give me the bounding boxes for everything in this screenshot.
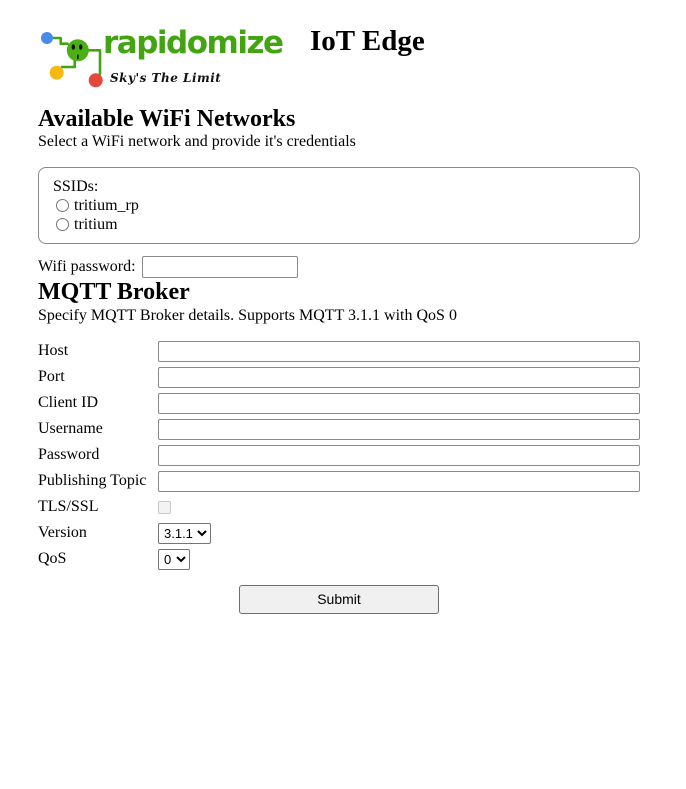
ssid-radio-tritium-rp[interactable]: [56, 199, 69, 212]
password-row: [38, 445, 640, 466]
wifi-password-row: [38, 256, 640, 278]
page-title: IoT Edge: [310, 25, 425, 57]
client-id-row: [38, 393, 640, 414]
port-label: Port: [38, 368, 65, 386]
brand-tagline: Sky's The Limit: [110, 71, 222, 85]
host-row: [38, 341, 640, 362]
tls-checkbox[interactable]: [158, 501, 171, 514]
mqtt-section-heading: MQTT Broker: [38, 279, 190, 306]
username-label: Username: [38, 420, 103, 438]
ssid-radio-tritium[interactable]: [56, 218, 69, 231]
client-id-label: Client ID: [38, 394, 98, 412]
ssid-option-label: tritium_rp: [74, 196, 139, 214]
ssid-option-tritium-rp[interactable]: [53, 196, 625, 215]
username-row: [38, 419, 640, 440]
publishing-topic-row: [38, 471, 640, 492]
port-input[interactable]: [158, 367, 640, 388]
wifi-password-label: Wifi password:: [38, 258, 136, 276]
publishing-topic-input[interactable]: [158, 471, 640, 492]
tls-row: [38, 497, 640, 518]
brand-wordmark: rapidomize: [103, 25, 283, 61]
password-input[interactable]: [158, 445, 640, 466]
tls-label: TLS/SSL: [38, 498, 99, 516]
version-select[interactable]: [158, 523, 211, 544]
qos-row: [38, 549, 640, 570]
qos-select[interactable]: [158, 549, 190, 570]
version-row: [38, 523, 640, 544]
password-label: Password: [38, 446, 100, 464]
ssid-option-tritium[interactable]: [53, 215, 625, 234]
submit-button[interactable]: Submit: [239, 585, 439, 614]
logo-node-yellow: [50, 66, 64, 80]
main-content: [38, 105, 640, 614]
wifi-password-input[interactable]: [142, 256, 298, 278]
publishing-topic-label: Publishing Topic: [38, 472, 147, 490]
client-id-input[interactable]: [158, 393, 640, 414]
mqtt-form: [38, 341, 640, 570]
wifi-instruction: Select a WiFi network and provide it's credentials: [38, 133, 356, 151]
wifi-section-heading: Available WiFi Networks: [38, 106, 296, 132]
logo-node-red: [89, 73, 103, 87]
port-row: [38, 367, 640, 388]
mqtt-instruction: Specify MQTT Broker details. Supports MQTT 3.1.1 with QoS 0: [38, 306, 457, 324]
version-label: Version: [38, 524, 87, 542]
host-label: Host: [38, 342, 69, 360]
logo-node-blue: [41, 32, 53, 44]
header: [0, 0, 686, 105]
qos-label: QoS: [38, 550, 67, 568]
ssid-group-label: SSIDs:: [53, 178, 99, 196]
host-input[interactable]: [158, 341, 640, 362]
username-input[interactable]: [158, 419, 640, 440]
ssid-option-label: tritium: [74, 215, 118, 233]
ssid-list-box: [38, 167, 640, 244]
